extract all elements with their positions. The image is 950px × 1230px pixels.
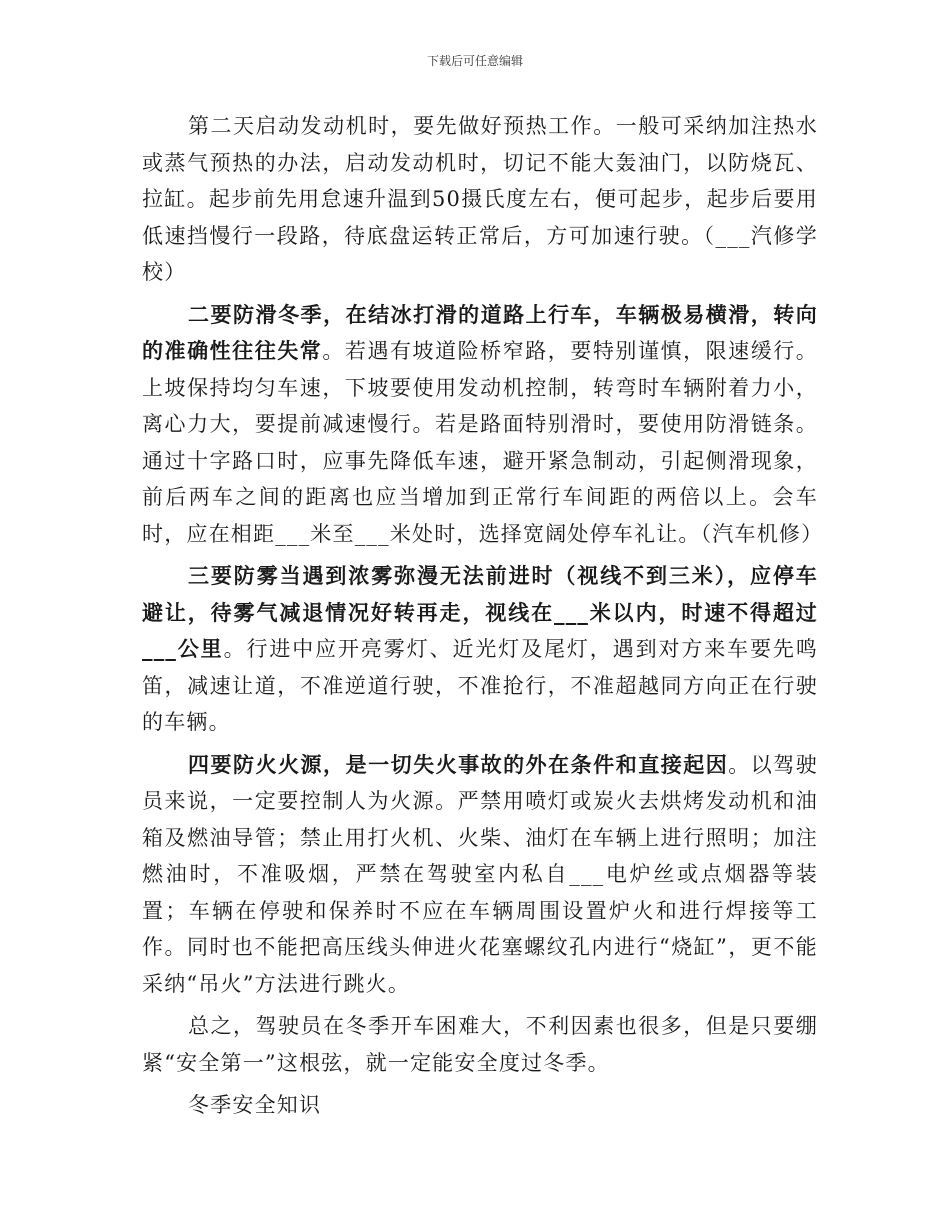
paragraph-lead: 三要防雾当遇到浓雾弥漫无法前进时（视线不到三米），应停车避让，待雾气减退情况好转再走，视线在___米以内，时速不得超过___公里 (142, 563, 818, 661)
paragraph-fire-prevention (142, 747, 818, 1003)
paragraph-text: 第二天启动发动机时，要先做好预热工作。一般可采纳加注热水或蒸气预热的办法，启动发动机时，切记不能大轰油门，以防烧瓦、拉缸。起步前先用怠速升温到50摄氏度左右，便可起步，起步后要用低速挡慢行一段路，待底盘运转正常后，方可加速行驶。（___汽修学校） (142, 114, 818, 284)
paragraph-lead: 四要防火火源，是一切失火事故的外在条件和直接起因 (188, 751, 729, 777)
paragraph-lead: 二要防滑冬季，在结冰打滑的道路上行车，车辆极易横滑，转向的准确性往往失常 (142, 301, 818, 363)
paragraph-text: 。以驾驶员来说，一定要控制人为火源。严禁用喷灯或炭火去烘烤发动机和油箱及燃油导管；禁止用打火机、火柴、油灯在车辆上进行照明；加注燃油时，不准吸烟，严禁在驾驶室内私自___电炉丝或点烟器等装置；车辆在停驶和保养时不应在车辆周围设置炉火和进行焊接等工作。同时也不能把高压线头伸进火花塞螺纹孔内进行“烧缸”，更不能采纳“吊火”方法进行跳火。 (142, 752, 818, 996)
paragraph-text: 总之，驾驶员在冬季开车困难大，不利因素也很多，但是只要绷紧“安全第一”这根弦，就一定能安全度过冬季。 (142, 1014, 818, 1075)
page-header: 下载后可任意编辑 (426, 54, 523, 68)
paragraph-anti-skid (142, 297, 824, 553)
paragraph-preheat (142, 108, 818, 291)
section-heading (142, 1087, 818, 1124)
paragraph-anti-fog (142, 558, 818, 741)
paragraph-text: 。行进中应开亮雾灯、近光灯及尾灯，遇到对方来车要先鸣笛，减速让道，不准逆道行驶，不准抢行，不准超越同方向正在行驶的车辆。 (142, 637, 819, 734)
paragraph-text: 。若遇有坡道险桥窄路，要特别谨慎，限速缓行。上坡保持均匀车速，下坡要使用发动机控制，转弯时车辆附着力小，离心力大，要提前减速慢行。若是路面特别滑时，要使用防滑链条。通过十字路口时，应事先降低车速，避开紧急制动，引起侧滑现象，前后两车之间的距离也应当增加到正常行车间距的两倍以上。会车时，应在相距___米至___米处时，选择宽阔处停车礼让。（汽车机修） (142, 339, 824, 546)
paragraph-summary (142, 1008, 818, 1081)
document-body (142, 108, 824, 1130)
paragraph-text: 冬季安全知识 (188, 1093, 322, 1117)
